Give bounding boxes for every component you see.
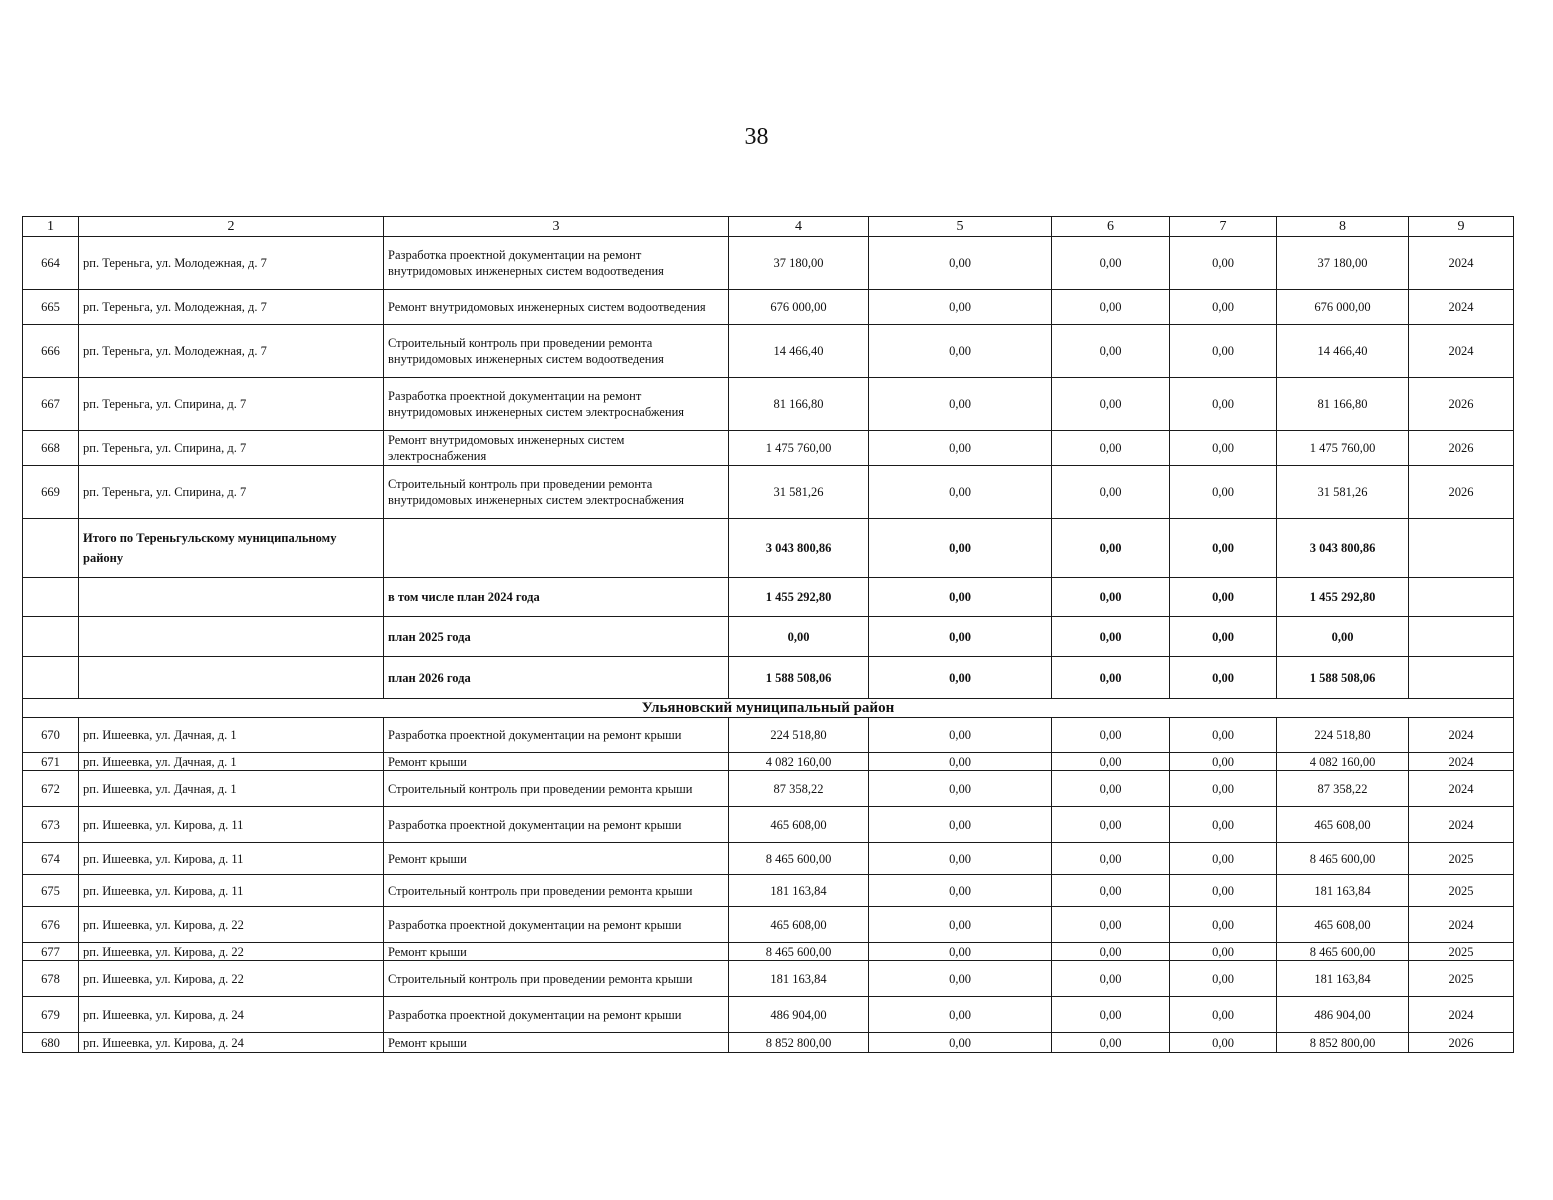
address-cell: рп. Ишеевка, ул. Дачная, д. 1 bbox=[79, 718, 384, 753]
table-row bbox=[23, 290, 1514, 325]
owners-cost-cell: 87 358,22 bbox=[1277, 771, 1409, 807]
address-cell: рп. Ишеевка, ул. Кирова, д. 22 bbox=[79, 943, 384, 961]
total-row bbox=[23, 657, 1514, 699]
total-row bbox=[23, 578, 1514, 617]
total-cost-cell: 4 082 160,00 bbox=[729, 753, 869, 771]
total-cost-cell: 0,00 bbox=[729, 617, 869, 657]
column-header: 9 bbox=[1409, 217, 1514, 237]
row-number: 667 bbox=[23, 378, 79, 431]
fund-cost-cell: 0,00 bbox=[869, 943, 1052, 961]
row-number: 670 bbox=[23, 718, 79, 753]
work-type-cell: Ремонт крыши bbox=[384, 1033, 729, 1053]
local-cost-cell: 0,00 bbox=[1170, 771, 1277, 807]
owners-cost-cell: 465 608,00 bbox=[1277, 807, 1409, 843]
budget-cost-cell: 0,00 bbox=[1052, 753, 1170, 771]
row-number: 677 bbox=[23, 943, 79, 961]
year-cell bbox=[1409, 617, 1514, 657]
local-cost-cell: 0,00 bbox=[1170, 843, 1277, 875]
column-header: 5 bbox=[869, 217, 1052, 237]
work-type-cell: в том числе план 2024 года bbox=[384, 578, 729, 617]
local-cost-cell: 0,00 bbox=[1170, 578, 1277, 617]
row-number: 676 bbox=[23, 907, 79, 943]
local-cost-cell: 0,00 bbox=[1170, 753, 1277, 771]
budget-cost-cell: 0,00 bbox=[1052, 907, 1170, 943]
year-cell: 2026 bbox=[1409, 466, 1514, 519]
year-cell: 2025 bbox=[1409, 843, 1514, 875]
total-cost-cell: 486 904,00 bbox=[729, 997, 869, 1033]
year-cell: 2024 bbox=[1409, 237, 1514, 290]
owners-cost-cell: 81 166,80 bbox=[1277, 378, 1409, 431]
table-row bbox=[23, 961, 1514, 997]
work-type-cell: Разработка проектной документации на ремонт внутридомовых инженерных систем водоотведения bbox=[384, 237, 729, 290]
table-row bbox=[23, 843, 1514, 875]
total-cost-cell: 676 000,00 bbox=[729, 290, 869, 325]
owners-cost-cell: 8 465 600,00 bbox=[1277, 843, 1409, 875]
row-number: 675 bbox=[23, 875, 79, 907]
owners-cost-cell: 1 475 760,00 bbox=[1277, 431, 1409, 466]
work-type-cell: Разработка проектной документации на ремонт крыши bbox=[384, 718, 729, 753]
work-type-cell: план 2026 года bbox=[384, 657, 729, 699]
table-row bbox=[23, 237, 1514, 290]
owners-cost-cell: 465 608,00 bbox=[1277, 907, 1409, 943]
local-cost-cell: 0,00 bbox=[1170, 290, 1277, 325]
local-cost-cell: 0,00 bbox=[1170, 657, 1277, 699]
table-row bbox=[23, 431, 1514, 466]
table-row bbox=[23, 875, 1514, 907]
fund-cost-cell: 0,00 bbox=[869, 997, 1052, 1033]
total-cost-cell: 8 852 800,00 bbox=[729, 1033, 869, 1053]
row-number: 680 bbox=[23, 1033, 79, 1053]
total-cost-cell: 1 475 760,00 bbox=[729, 431, 869, 466]
local-cost-cell: 0,00 bbox=[1170, 378, 1277, 431]
work-type-cell: Строительный контроль при проведении ремонта внутридомовых инженерных систем электроснабжения bbox=[384, 466, 729, 519]
budget-cost-cell: 0,00 bbox=[1052, 657, 1170, 699]
owners-cost-cell: 8 852 800,00 bbox=[1277, 1033, 1409, 1053]
fund-cost-cell: 0,00 bbox=[869, 617, 1052, 657]
address-cell: рп. Тереньга, ул. Спирина, д. 7 bbox=[79, 431, 384, 466]
row-number: 665 bbox=[23, 290, 79, 325]
address-cell: рп. Ишеевка, ул. Кирова, д. 11 bbox=[79, 807, 384, 843]
total-cost-cell: 1 455 292,80 bbox=[729, 578, 869, 617]
year-cell: 2024 bbox=[1409, 997, 1514, 1033]
work-type-cell: план 2025 года bbox=[384, 617, 729, 657]
budget-cost-cell: 0,00 bbox=[1052, 237, 1170, 290]
fund-cost-cell: 0,00 bbox=[869, 907, 1052, 943]
year-cell: 2024 bbox=[1409, 718, 1514, 753]
work-type-cell: Строительный контроль при проведении ремонта внутридомовых инженерных систем водоотведения bbox=[384, 325, 729, 378]
local-cost-cell: 0,00 bbox=[1170, 997, 1277, 1033]
table-row bbox=[23, 753, 1514, 771]
total-cost-cell: 81 166,80 bbox=[729, 378, 869, 431]
fund-cost-cell: 0,00 bbox=[869, 378, 1052, 431]
total-row bbox=[23, 617, 1514, 657]
local-cost-cell: 0,00 bbox=[1170, 617, 1277, 657]
fund-cost-cell: 0,00 bbox=[869, 466, 1052, 519]
budget-cost-cell: 0,00 bbox=[1052, 431, 1170, 466]
work-type-cell: Строительный контроль при проведении ремонта крыши bbox=[384, 771, 729, 807]
total-cost-cell: 465 608,00 bbox=[729, 807, 869, 843]
work-type-cell: Разработка проектной документации на ремонт крыши bbox=[384, 807, 729, 843]
table-body bbox=[23, 217, 1514, 1053]
address-cell bbox=[79, 617, 384, 657]
local-cost-cell: 0,00 bbox=[1170, 807, 1277, 843]
row-number: 679 bbox=[23, 997, 79, 1033]
region-header-row bbox=[23, 699, 1514, 718]
table-row bbox=[23, 378, 1514, 431]
row-number: 669 bbox=[23, 466, 79, 519]
budget-cost-cell: 0,00 bbox=[1052, 961, 1170, 997]
address-cell: рп. Ишеевка, ул. Дачная, д. 1 bbox=[79, 771, 384, 807]
table-row bbox=[23, 807, 1514, 843]
year-cell: 2024 bbox=[1409, 753, 1514, 771]
year-cell bbox=[1409, 657, 1514, 699]
row-number bbox=[23, 657, 79, 699]
address-cell: рп. Ишеевка, ул. Дачная, д. 1 bbox=[79, 753, 384, 771]
table-row bbox=[23, 997, 1514, 1033]
fund-cost-cell: 0,00 bbox=[869, 753, 1052, 771]
address-cell: Итого по Тереньгульскому муниципальному району bbox=[79, 519, 384, 578]
table-row bbox=[23, 907, 1514, 943]
address-cell: рп. Ишеевка, ул. Кирова, д. 24 bbox=[79, 997, 384, 1033]
repair-plan-table bbox=[22, 216, 1514, 1053]
fund-cost-cell: 0,00 bbox=[869, 657, 1052, 699]
year-cell bbox=[1409, 519, 1514, 578]
year-cell: 2026 bbox=[1409, 1033, 1514, 1053]
year-cell: 2025 bbox=[1409, 961, 1514, 997]
budget-cost-cell: 0,00 bbox=[1052, 997, 1170, 1033]
local-cost-cell: 0,00 bbox=[1170, 431, 1277, 466]
total-cost-cell: 37 180,00 bbox=[729, 237, 869, 290]
budget-cost-cell: 0,00 bbox=[1052, 718, 1170, 753]
table-row bbox=[23, 325, 1514, 378]
year-cell: 2024 bbox=[1409, 807, 1514, 843]
fund-cost-cell: 0,00 bbox=[869, 290, 1052, 325]
year-cell: 2024 bbox=[1409, 325, 1514, 378]
work-type-cell: Разработка проектной документации на ремонт крыши bbox=[384, 907, 729, 943]
owners-cost-cell: 1 455 292,80 bbox=[1277, 578, 1409, 617]
address-cell: рп. Ишеевка, ул. Кирова, д. 11 bbox=[79, 875, 384, 907]
total-cost-cell: 224 518,80 bbox=[729, 718, 869, 753]
owners-cost-cell: 1 588 508,06 bbox=[1277, 657, 1409, 699]
table-row bbox=[23, 466, 1514, 519]
local-cost-cell: 0,00 bbox=[1170, 718, 1277, 753]
local-cost-cell: 0,00 bbox=[1170, 961, 1277, 997]
budget-cost-cell: 0,00 bbox=[1052, 519, 1170, 578]
year-cell: 2024 bbox=[1409, 907, 1514, 943]
owners-cost-cell: 3 043 800,86 bbox=[1277, 519, 1409, 578]
address-cell: рп. Ишеевка, ул. Кирова, д. 24 bbox=[79, 1033, 384, 1053]
owners-cost-cell: 486 904,00 bbox=[1277, 997, 1409, 1033]
budget-cost-cell: 0,00 bbox=[1052, 378, 1170, 431]
budget-cost-cell: 0,00 bbox=[1052, 466, 1170, 519]
address-cell: рп. Ишеевка, ул. Кирова, д. 11 bbox=[79, 843, 384, 875]
row-number: 678 bbox=[23, 961, 79, 997]
row-number: 671 bbox=[23, 753, 79, 771]
column-header: 7 bbox=[1170, 217, 1277, 237]
column-header: 4 bbox=[729, 217, 869, 237]
total-cost-cell: 3 043 800,86 bbox=[729, 519, 869, 578]
row-number: 666 bbox=[23, 325, 79, 378]
column-number-row bbox=[23, 217, 1514, 237]
fund-cost-cell: 0,00 bbox=[869, 578, 1052, 617]
budget-cost-cell: 0,00 bbox=[1052, 1033, 1170, 1053]
total-cost-cell: 8 465 600,00 bbox=[729, 943, 869, 961]
budget-cost-cell: 0,00 bbox=[1052, 807, 1170, 843]
local-cost-cell: 0,00 bbox=[1170, 875, 1277, 907]
fund-cost-cell: 0,00 bbox=[869, 771, 1052, 807]
local-cost-cell: 0,00 bbox=[1170, 1033, 1277, 1053]
fund-cost-cell: 0,00 bbox=[869, 431, 1052, 466]
owners-cost-cell: 181 163,84 bbox=[1277, 961, 1409, 997]
fund-cost-cell: 0,00 bbox=[869, 807, 1052, 843]
total-cost-cell: 181 163,84 bbox=[729, 875, 869, 907]
address-cell: рп. Ишеевка, ул. Кирова, д. 22 bbox=[79, 907, 384, 943]
address-cell: рп. Тереньга, ул. Молодежная, д. 7 bbox=[79, 290, 384, 325]
table-row bbox=[23, 1033, 1514, 1053]
owners-cost-cell: 37 180,00 bbox=[1277, 237, 1409, 290]
total-cost-cell: 14 466,40 bbox=[729, 325, 869, 378]
budget-cost-cell: 0,00 bbox=[1052, 875, 1170, 907]
year-cell: 2024 bbox=[1409, 771, 1514, 807]
table-row bbox=[23, 771, 1514, 807]
local-cost-cell: 0,00 bbox=[1170, 519, 1277, 578]
table-row bbox=[23, 718, 1514, 753]
region-title: Ульяновский муниципальный район bbox=[23, 699, 1514, 718]
year-cell: 2024 bbox=[1409, 290, 1514, 325]
budget-cost-cell: 0,00 bbox=[1052, 578, 1170, 617]
fund-cost-cell: 0,00 bbox=[869, 519, 1052, 578]
year-cell: 2026 bbox=[1409, 378, 1514, 431]
owners-cost-cell: 224 518,80 bbox=[1277, 718, 1409, 753]
column-header: 8 bbox=[1277, 217, 1409, 237]
total-cost-cell: 1 588 508,06 bbox=[729, 657, 869, 699]
fund-cost-cell: 0,00 bbox=[869, 1033, 1052, 1053]
local-cost-cell: 0,00 bbox=[1170, 466, 1277, 519]
row-number: 673 bbox=[23, 807, 79, 843]
row-number bbox=[23, 578, 79, 617]
total-cost-cell: 465 608,00 bbox=[729, 907, 869, 943]
column-header: 2 bbox=[79, 217, 384, 237]
owners-cost-cell: 4 082 160,00 bbox=[1277, 753, 1409, 771]
year-cell: 2025 bbox=[1409, 943, 1514, 961]
budget-cost-cell: 0,00 bbox=[1052, 325, 1170, 378]
year-cell: 2026 bbox=[1409, 431, 1514, 466]
year-cell: 2025 bbox=[1409, 875, 1514, 907]
column-header: 6 bbox=[1052, 217, 1170, 237]
local-cost-cell: 0,00 bbox=[1170, 907, 1277, 943]
column-header: 1 bbox=[23, 217, 79, 237]
work-type-cell: Ремонт крыши bbox=[384, 753, 729, 771]
row-number: 664 bbox=[23, 237, 79, 290]
work-type-cell: Ремонт крыши bbox=[384, 843, 729, 875]
local-cost-cell: 0,00 bbox=[1170, 325, 1277, 378]
owners-cost-cell: 181 163,84 bbox=[1277, 875, 1409, 907]
total-cost-cell: 8 465 600,00 bbox=[729, 843, 869, 875]
owners-cost-cell: 31 581,26 bbox=[1277, 466, 1409, 519]
work-type-cell bbox=[384, 519, 729, 578]
table-row bbox=[23, 943, 1514, 961]
budget-cost-cell: 0,00 bbox=[1052, 943, 1170, 961]
row-number: 672 bbox=[23, 771, 79, 807]
fund-cost-cell: 0,00 bbox=[869, 961, 1052, 997]
address-cell: рп. Ишеевка, ул. Кирова, д. 22 bbox=[79, 961, 384, 997]
address-cell: рп. Тереньга, ул. Спирина, д. 7 bbox=[79, 378, 384, 431]
work-type-cell: Ремонт внутридомовых инженерных систем водоотведения bbox=[384, 290, 729, 325]
fund-cost-cell: 0,00 bbox=[869, 875, 1052, 907]
page-number: 38 bbox=[744, 124, 769, 150]
owners-cost-cell: 0,00 bbox=[1277, 617, 1409, 657]
owners-cost-cell: 14 466,40 bbox=[1277, 325, 1409, 378]
work-type-cell: Ремонт внутридомовых инженерных систем электроснабжения bbox=[384, 431, 729, 466]
row-number: 668 bbox=[23, 431, 79, 466]
work-type-cell: Строительный контроль при проведении ремонта крыши bbox=[384, 875, 729, 907]
fund-cost-cell: 0,00 bbox=[869, 718, 1052, 753]
fund-cost-cell: 0,00 bbox=[869, 237, 1052, 290]
work-type-cell: Ремонт крыши bbox=[384, 943, 729, 961]
address-cell: рп. Тереньга, ул. Молодежная, д. 7 bbox=[79, 325, 384, 378]
budget-cost-cell: 0,00 bbox=[1052, 290, 1170, 325]
work-type-cell: Разработка проектной документации на ремонт крыши bbox=[384, 997, 729, 1033]
total-row bbox=[23, 519, 1514, 578]
local-cost-cell: 0,00 bbox=[1170, 237, 1277, 290]
total-cost-cell: 31 581,26 bbox=[729, 466, 869, 519]
address-cell: рп. Тереньга, ул. Молодежная, д. 7 bbox=[79, 237, 384, 290]
column-header: 3 bbox=[384, 217, 729, 237]
work-type-cell: Строительный контроль при проведении ремонта крыши bbox=[384, 961, 729, 997]
address-cell bbox=[79, 657, 384, 699]
total-cost-cell: 181 163,84 bbox=[729, 961, 869, 997]
owners-cost-cell: 676 000,00 bbox=[1277, 290, 1409, 325]
budget-cost-cell: 0,00 bbox=[1052, 771, 1170, 807]
budget-cost-cell: 0,00 bbox=[1052, 843, 1170, 875]
address-cell: рп. Тереньга, ул. Спирина, д. 7 bbox=[79, 466, 384, 519]
budget-cost-cell: 0,00 bbox=[1052, 617, 1170, 657]
address-cell bbox=[79, 578, 384, 617]
total-cost-cell: 87 358,22 bbox=[729, 771, 869, 807]
fund-cost-cell: 0,00 bbox=[869, 843, 1052, 875]
fund-cost-cell: 0,00 bbox=[869, 325, 1052, 378]
owners-cost-cell: 8 465 600,00 bbox=[1277, 943, 1409, 961]
year-cell bbox=[1409, 578, 1514, 617]
local-cost-cell: 0,00 bbox=[1170, 943, 1277, 961]
row-number: 674 bbox=[23, 843, 79, 875]
work-type-cell: Разработка проектной документации на ремонт внутридомовых инженерных систем электроснабжения bbox=[384, 378, 729, 431]
row-number bbox=[23, 617, 79, 657]
row-number bbox=[23, 519, 79, 578]
